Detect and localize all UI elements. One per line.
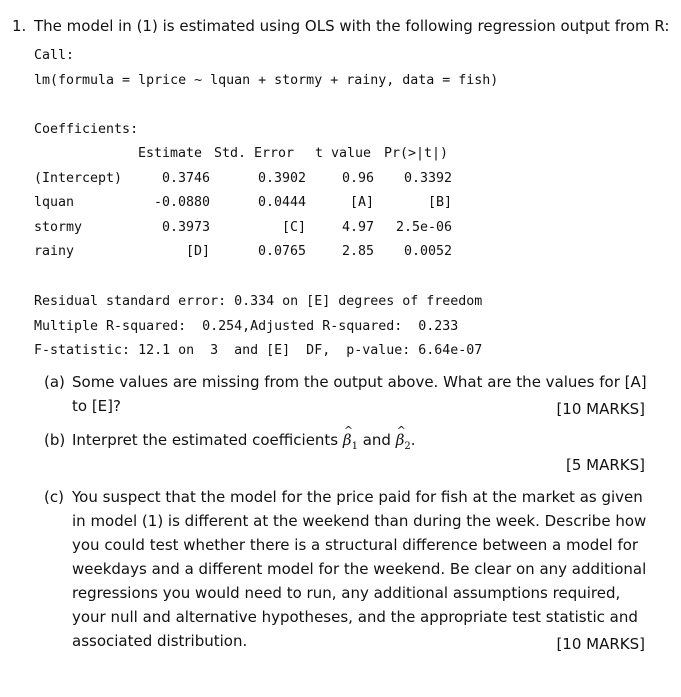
row-name: stormy	[34, 219, 83, 235]
row-std-error: [C]	[281, 219, 306, 235]
part-b-and: and	[357, 431, 396, 449]
part-b-label: (b)	[44, 431, 66, 449]
row-estimate: 0.3973	[161, 219, 210, 235]
row-name: rainy	[34, 244, 75, 259]
part-b-marks: [5 MARKS]	[566, 456, 645, 474]
part-b-text-before: Interpret the estimated coefficients	[72, 431, 343, 449]
coefficients-label: Coefficients:	[34, 122, 139, 137]
row-p-value: 0.0052	[403, 244, 452, 259]
beta-hat-2	[396, 428, 411, 459]
r-squared-line: Multiple R-squared: 0.254,Adjusted R-squared: 0.233	[34, 319, 459, 334]
question-intro: The model in (1) is estimated using OLS with the following regression output from R:	[34, 17, 670, 35]
header-p-value: Pr(>|t|)	[384, 146, 449, 161]
table-row	[34, 171, 464, 196]
row-std-error: 0.0444	[257, 195, 306, 210]
beta-1-subscript: 1	[351, 441, 358, 452]
part-c-label: (c)	[44, 488, 64, 506]
part-a-marks: [10 MARKS]	[556, 400, 645, 418]
row-p-value: 2.5e-06	[395, 219, 452, 235]
part-b	[44, 428, 648, 459]
beta-hat-1	[343, 428, 358, 459]
f-statistic-line: F-statistic: 12.1 on 3 and [E] DF, p-value: 6.64e-07	[34, 343, 483, 358]
call-formula: lm(formula = lprice ~ lquan + stormy + rainy, data = fish)	[34, 73, 499, 88]
row-t-value: 2.85	[341, 244, 374, 259]
call-label: Call:	[34, 48, 75, 63]
row-name: lquan	[34, 195, 75, 210]
part-c-text: You suspect that the model for the price paid for fish at the market as given in model (1) is different at the weekend than during the week. Describe how you could test whether there is a structural difference between a model for weekdays and a different model for the weekend. Be clear on any additional regressions you would need to run, any additional assumptions required, your null and alternative hypotheses, and the appropriate test statistic and associated distribution.	[72, 488, 647, 650]
beta-2-subscript: 2	[404, 441, 411, 452]
residual-error-line: Residual standard error: 0.334 on [E] degrees of freedom	[34, 294, 483, 309]
part-a-text: Some values are missing from the output above. What are the values for [A] to [E]?	[72, 373, 647, 415]
row-estimate: -0.0880	[153, 195, 210, 210]
coef-header-row	[34, 146, 464, 171]
header-t-value: t value	[315, 146, 372, 161]
header-estimate: Estimate	[138, 146, 203, 161]
header-std-error: Std. Error	[214, 146, 295, 161]
row-std-error: 0.0765	[257, 244, 306, 259]
table-row	[34, 244, 464, 269]
row-estimate: [D]	[185, 244, 210, 259]
part-a-label: (a)	[44, 373, 65, 391]
beta-2-symbol: β	[395, 431, 405, 449]
row-t-value: [A]	[349, 195, 374, 210]
table-row	[34, 195, 464, 220]
row-name: (Intercept)	[34, 170, 123, 186]
row-t-value: 4.97	[341, 219, 374, 235]
table-row	[34, 220, 464, 245]
question-number: 1.	[12, 17, 27, 35]
coefficients-table	[34, 146, 464, 269]
row-estimate: 0.3746	[161, 170, 210, 186]
question-header	[12, 16, 669, 36]
row-t-value: 0.96	[341, 170, 374, 186]
part-b-text	[72, 428, 648, 459]
row-p-value: 0.3392	[403, 170, 452, 186]
part-b-text-after: .	[410, 431, 416, 449]
row-p-value: [B]	[427, 195, 452, 210]
part-c	[44, 485, 648, 653]
part-c-marks: [10 MARKS]	[556, 635, 645, 653]
beta-1-symbol: β	[342, 431, 352, 449]
row-std-error: 0.3902	[257, 170, 306, 186]
